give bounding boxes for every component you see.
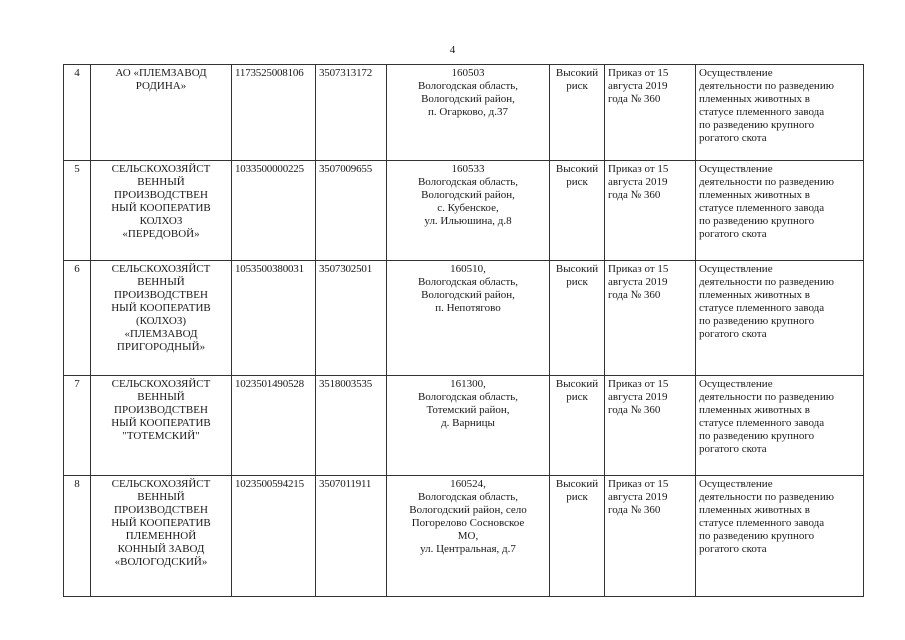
activity-line: деятельности по разведению [699, 276, 834, 288]
address-line: п. Огарково, д.37 [428, 106, 508, 118]
org-line: СЕЛЬСКОХОЗЯЙСТ [111, 263, 211, 275]
activity-cell [696, 261, 864, 376]
order-line: года № 360 [608, 93, 661, 105]
address-cell [387, 376, 550, 476]
activity-line: рогатого скота [699, 132, 767, 144]
activity-line: племенных животных в [699, 289, 811, 301]
registry-table [63, 64, 864, 597]
risk-line: риск [566, 276, 588, 288]
activity-line: племенных животных в [699, 404, 811, 416]
activity-cell [696, 476, 864, 597]
org-line: ПРИГОРОДНЫЙ» [116, 341, 206, 353]
activity-line: племенных животных в [699, 189, 811, 201]
activity-line: статусе племенного завода [699, 106, 825, 118]
table-row [64, 476, 864, 597]
risk-line: риск [566, 80, 588, 92]
order-line: года № 360 [608, 189, 661, 201]
org-line: «ПЕРЕДОВОЙ» [122, 228, 200, 240]
inn-cell: 3507011911 [316, 476, 387, 597]
org-line: «ПЛЕМЗАВОД [124, 328, 198, 340]
address-line: Вологодская область, [417, 176, 519, 188]
activity-line: по разведению крупного [699, 119, 815, 131]
address-line: Погорелово Сосновское [411, 517, 525, 529]
address-cell [387, 476, 550, 597]
activity-line: по разведению крупного [699, 315, 815, 327]
activity-line: деятельности по разведению [699, 176, 834, 188]
table-row [64, 376, 864, 476]
address-line: 160533 [451, 163, 485, 175]
activity-line: деятельности по разведению [699, 80, 834, 92]
activity-line: статусе племенного завода [699, 417, 825, 429]
org-line: ПРОИЗВОДСТВЕН [114, 189, 208, 201]
org-line: СЕЛЬСКОХОЗЯЙСТ [111, 163, 211, 175]
org-line: КОННЫЙ ЗАВОД [117, 543, 205, 555]
table-row [64, 161, 864, 261]
organization-name-cell [91, 65, 232, 161]
org-line: (КОЛХОЗ) [135, 315, 187, 327]
order-line: Приказ от 15 [608, 478, 669, 490]
address-line: Вологодская область, [417, 276, 519, 288]
risk-category-cell [550, 261, 605, 376]
order-line: года № 360 [608, 504, 661, 516]
row-number-cell: 8 [64, 476, 91, 597]
org-line: ВЕННЫЙ [137, 491, 185, 503]
address-line: 160524, [450, 478, 486, 490]
address-line: Вологодская область, [417, 80, 519, 92]
activity-line: Осуществление [699, 378, 773, 390]
address-line: с. Кубенское, [437, 202, 499, 214]
address-cell [387, 161, 550, 261]
risk-category-cell [550, 476, 605, 597]
organization-name-cell [91, 161, 232, 261]
org-line: НЫЙ КООПЕРАТИВ [111, 517, 211, 529]
risk-line: риск [566, 391, 588, 403]
org-line: АО «ПЛЕМЗАВОД [115, 67, 207, 79]
address-cell [387, 261, 550, 376]
risk-line: Высокий [555, 263, 599, 275]
ogrn-cell: 1053500380031 [232, 261, 316, 376]
activity-line: Осуществление [699, 263, 773, 275]
activity-cell [696, 161, 864, 261]
order-line: августа 2019 [608, 80, 668, 92]
order-line: августа 2019 [608, 176, 668, 188]
address-line: ул. Ильюшина, д.8 [424, 215, 512, 227]
activity-line: статусе племенного завода [699, 202, 825, 214]
activity-line: деятельности по разведению [699, 391, 834, 403]
address-line: 160510, [450, 263, 486, 275]
table-row [64, 65, 864, 161]
ogrn-cell: 1023501490528 [232, 376, 316, 476]
risk-line: риск [566, 491, 588, 503]
address-line: Вологодский район, [421, 289, 515, 301]
page-number: 4 [449, 44, 456, 56]
address-cell [387, 65, 550, 161]
activity-line: статусе племенного завода [699, 302, 825, 314]
activity-line: рогатого скота [699, 328, 767, 340]
activity-line: Осуществление [699, 478, 773, 490]
activity-line: рогатого скота [699, 543, 767, 555]
address-line: Вологодский район, [421, 189, 515, 201]
order-line: августа 2019 [608, 391, 668, 403]
order-line: Приказ от 15 [608, 263, 669, 275]
org-line: ПРОИЗВОДСТВЕН [114, 404, 208, 416]
org-line: ПРОИЗВОДСТВЕН [114, 504, 208, 516]
org-line: «ВОЛОГОДСКИЙ» [114, 556, 208, 568]
row-number-cell: 4 [64, 65, 91, 161]
org-line: "ТОТЕМСКИЙ" [122, 430, 200, 442]
order-line: года № 360 [608, 404, 661, 416]
risk-line: риск [566, 176, 588, 188]
order-cell [605, 476, 696, 597]
risk-line: Высокий [555, 378, 599, 390]
risk-category-cell [550, 376, 605, 476]
table-row [64, 261, 864, 376]
row-number-cell: 5 [64, 161, 91, 261]
org-line: ПРОИЗВОДСТВЕН [114, 289, 208, 301]
org-line: ВЕННЫЙ [137, 176, 185, 188]
risk-category-cell [550, 161, 605, 261]
activity-line: по разведению крупного [699, 530, 815, 542]
order-line: года № 360 [608, 289, 661, 301]
order-line: Приказ от 15 [608, 378, 669, 390]
org-line: СЕЛЬСКОХОЗЯЙСТ [111, 378, 211, 390]
org-line: РОДИНА» [135, 80, 187, 92]
org-line: НЫЙ КООПЕРАТИВ [111, 302, 211, 314]
inn-cell: 3507302501 [316, 261, 387, 376]
organization-name-cell [91, 476, 232, 597]
ogrn-cell: 1033500000225 [232, 161, 316, 261]
organization-name-cell [91, 376, 232, 476]
activity-line: деятельности по разведению [699, 491, 834, 503]
address-line: Вологодский район, [421, 93, 515, 105]
address-line: Тотемский район, [426, 404, 510, 416]
ogrn-cell: 1023500594215 [232, 476, 316, 597]
org-line: НЫЙ КООПЕРАТИВ [111, 202, 211, 214]
activity-line: по разведению крупного [699, 215, 815, 227]
order-cell [605, 376, 696, 476]
activity-line: статусе племенного завода [699, 517, 825, 529]
risk-line: Высокий [555, 478, 599, 490]
row-number-cell: 7 [64, 376, 91, 476]
inn-cell: 3507009655 [316, 161, 387, 261]
order-cell [605, 261, 696, 376]
org-line: КОЛХОЗ [139, 215, 183, 227]
activity-line: племенных животных в [699, 93, 811, 105]
address-line: Вологодская область, [417, 391, 519, 403]
address-line: МО, [457, 530, 479, 542]
activity-line: Осуществление [699, 163, 773, 175]
order-cell [605, 161, 696, 261]
order-line: Приказ от 15 [608, 67, 669, 79]
risk-category-cell [550, 65, 605, 161]
inn-cell: 3518003535 [316, 376, 387, 476]
risk-line: Высокий [555, 163, 599, 175]
org-line: ВЕННЫЙ [137, 276, 185, 288]
risk-line: Высокий [555, 67, 599, 79]
activity-line: рогатого скота [699, 228, 767, 240]
org-line: ПЛЕМЕННОЙ [125, 530, 197, 542]
inn-cell: 3507313172 [316, 65, 387, 161]
address-line: ул. Центральная, д.7 [420, 543, 516, 555]
activity-cell [696, 65, 864, 161]
organization-name-cell [91, 261, 232, 376]
order-line: августа 2019 [608, 491, 668, 503]
address-line: Вологодский район, село [409, 504, 527, 516]
org-line: НЫЙ КООПЕРАТИВ [111, 417, 211, 429]
order-line: августа 2019 [608, 276, 668, 288]
address-line: п. Непотягово [435, 302, 501, 314]
row-number-cell: 6 [64, 261, 91, 376]
address-line: 161300, [450, 378, 486, 390]
org-line: ВЕННЫЙ [137, 391, 185, 403]
address-line: Вологодская область, [417, 491, 519, 503]
activity-line: племенных животных в [699, 504, 811, 516]
address-line: д. Варницы [441, 417, 495, 429]
activity-line: рогатого скота [699, 443, 767, 455]
activity-line: Осуществление [699, 67, 773, 79]
address-line: 160503 [451, 67, 485, 79]
ogrn-cell: 1173525008106 [232, 65, 316, 161]
activity-cell [696, 376, 864, 476]
order-line: Приказ от 15 [608, 163, 669, 175]
activity-line: по разведению крупного [699, 430, 815, 442]
order-cell [605, 65, 696, 161]
org-line: СЕЛЬСКОХОЗЯЙСТ [111, 478, 211, 490]
